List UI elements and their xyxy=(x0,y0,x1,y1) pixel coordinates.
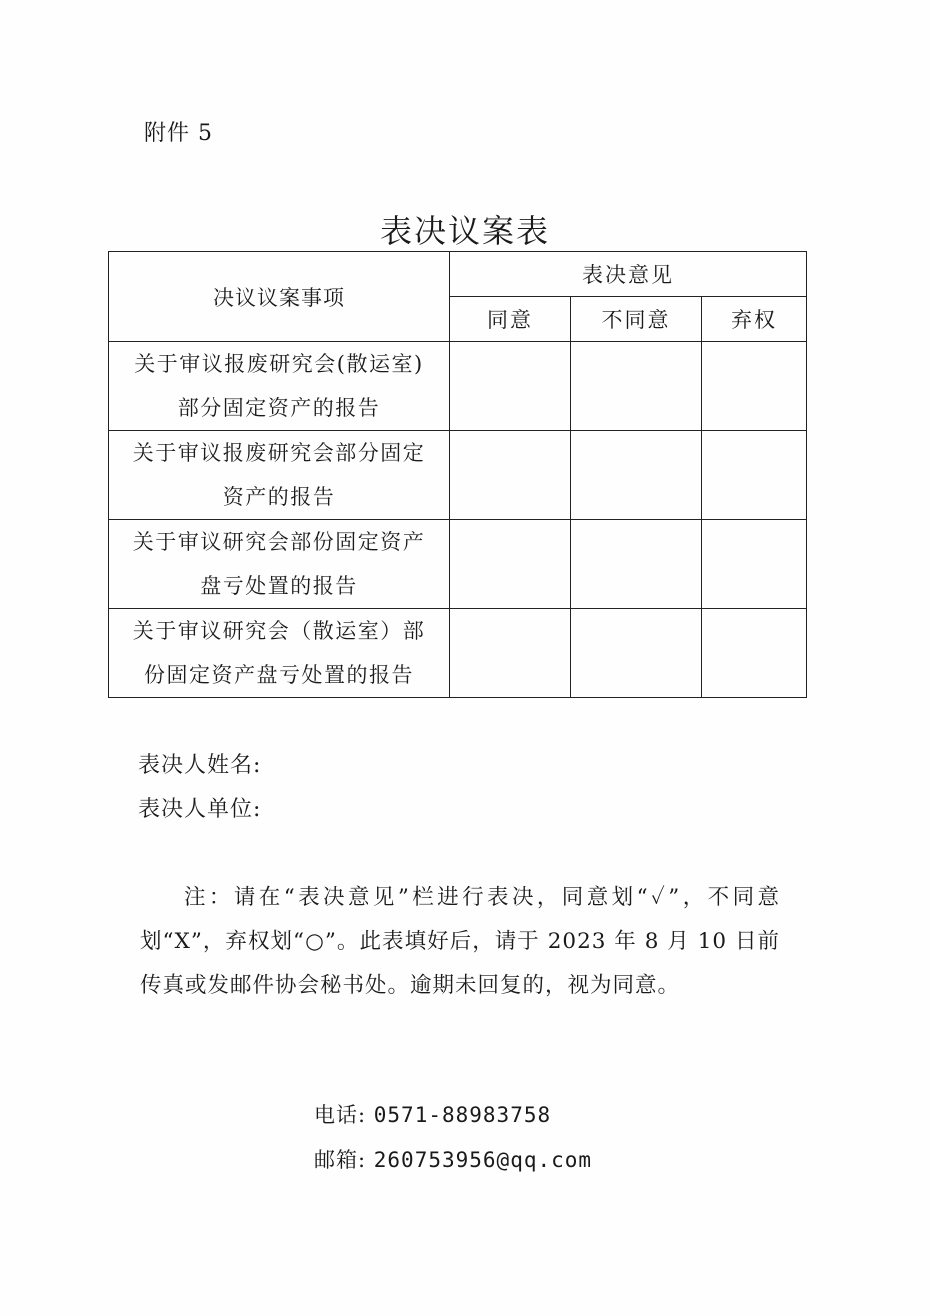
vote-table xyxy=(108,251,807,698)
vote-cell-disagree[interactable] xyxy=(571,342,702,431)
voter-name-label: 表决人姓名: xyxy=(138,753,262,778)
motion-item-line: 关于审议报废研究会(散运室) xyxy=(134,352,424,376)
motion-item-line: 份固定资产盘亏处置的报告 xyxy=(144,663,414,687)
vote-cell-agree[interactable] xyxy=(450,431,571,520)
vote-cell-disagree[interactable] xyxy=(571,520,702,609)
page-title: 表决议案表 xyxy=(379,212,550,250)
motion-item-line: 部分固定资产的报告 xyxy=(177,396,381,420)
motion-item-line: 资产的报告 xyxy=(222,485,336,509)
vote-cell-abstain[interactable] xyxy=(702,342,807,431)
vote-cell-abstain[interactable] xyxy=(702,520,807,609)
option-agree-header: 同意 xyxy=(450,297,571,342)
vote-cell-agree[interactable] xyxy=(450,342,571,431)
phone-line xyxy=(314,1099,551,1129)
motion-item xyxy=(109,520,450,609)
vote-cell-abstain[interactable] xyxy=(702,609,807,698)
option-abstain-header: 弃权 xyxy=(702,297,807,342)
instruction-note: 注：请在“表决意见”栏进行表决，同意划“✓”，不同意划“X”，弃权划“○”。此表填好后，请于 2023 年 8 月 10 日前传真或发邮件协会秘书处。逾期未回复的，视为同意。 xyxy=(140,885,780,998)
option-disagree-header: 不同意 xyxy=(571,297,702,342)
motion-item-line: 关于审议研究会部份固定资产 xyxy=(132,530,426,554)
vote-cell-agree[interactable] xyxy=(450,520,571,609)
table-row xyxy=(109,342,807,431)
phone-label: 电话: xyxy=(314,1103,367,1127)
motion-item xyxy=(109,609,450,698)
motion-item-line: 盘亏处置的报告 xyxy=(200,574,358,598)
table-row xyxy=(109,609,807,698)
motion-item-line: 关于审议研究会（散运室）部 xyxy=(132,619,426,643)
table-row xyxy=(109,431,807,520)
vote-cell-abstain[interactable] xyxy=(702,431,807,520)
motion-item-line: 关于审议报废研究会部分固定 xyxy=(132,441,426,465)
email-address: 260753956@qq.com xyxy=(373,1148,593,1172)
motion-item xyxy=(109,342,450,431)
motion-item xyxy=(109,431,450,520)
phone-number: 0571-88983758 xyxy=(373,1103,552,1127)
item-column-header: 决议议案事项 xyxy=(109,252,450,342)
attachment-label: 附件 5 xyxy=(144,121,213,146)
email-line xyxy=(314,1144,592,1174)
email-label: 邮箱: xyxy=(314,1148,367,1172)
vote-cell-agree[interactable] xyxy=(450,609,571,698)
vote-cell-disagree[interactable] xyxy=(571,431,702,520)
vote-cell-disagree[interactable] xyxy=(571,609,702,698)
opinion-column-header: 表决意见 xyxy=(450,252,807,297)
table-row xyxy=(109,520,807,609)
voter-unit-label: 表决人单位: xyxy=(138,797,262,822)
table-header-row xyxy=(109,252,807,297)
